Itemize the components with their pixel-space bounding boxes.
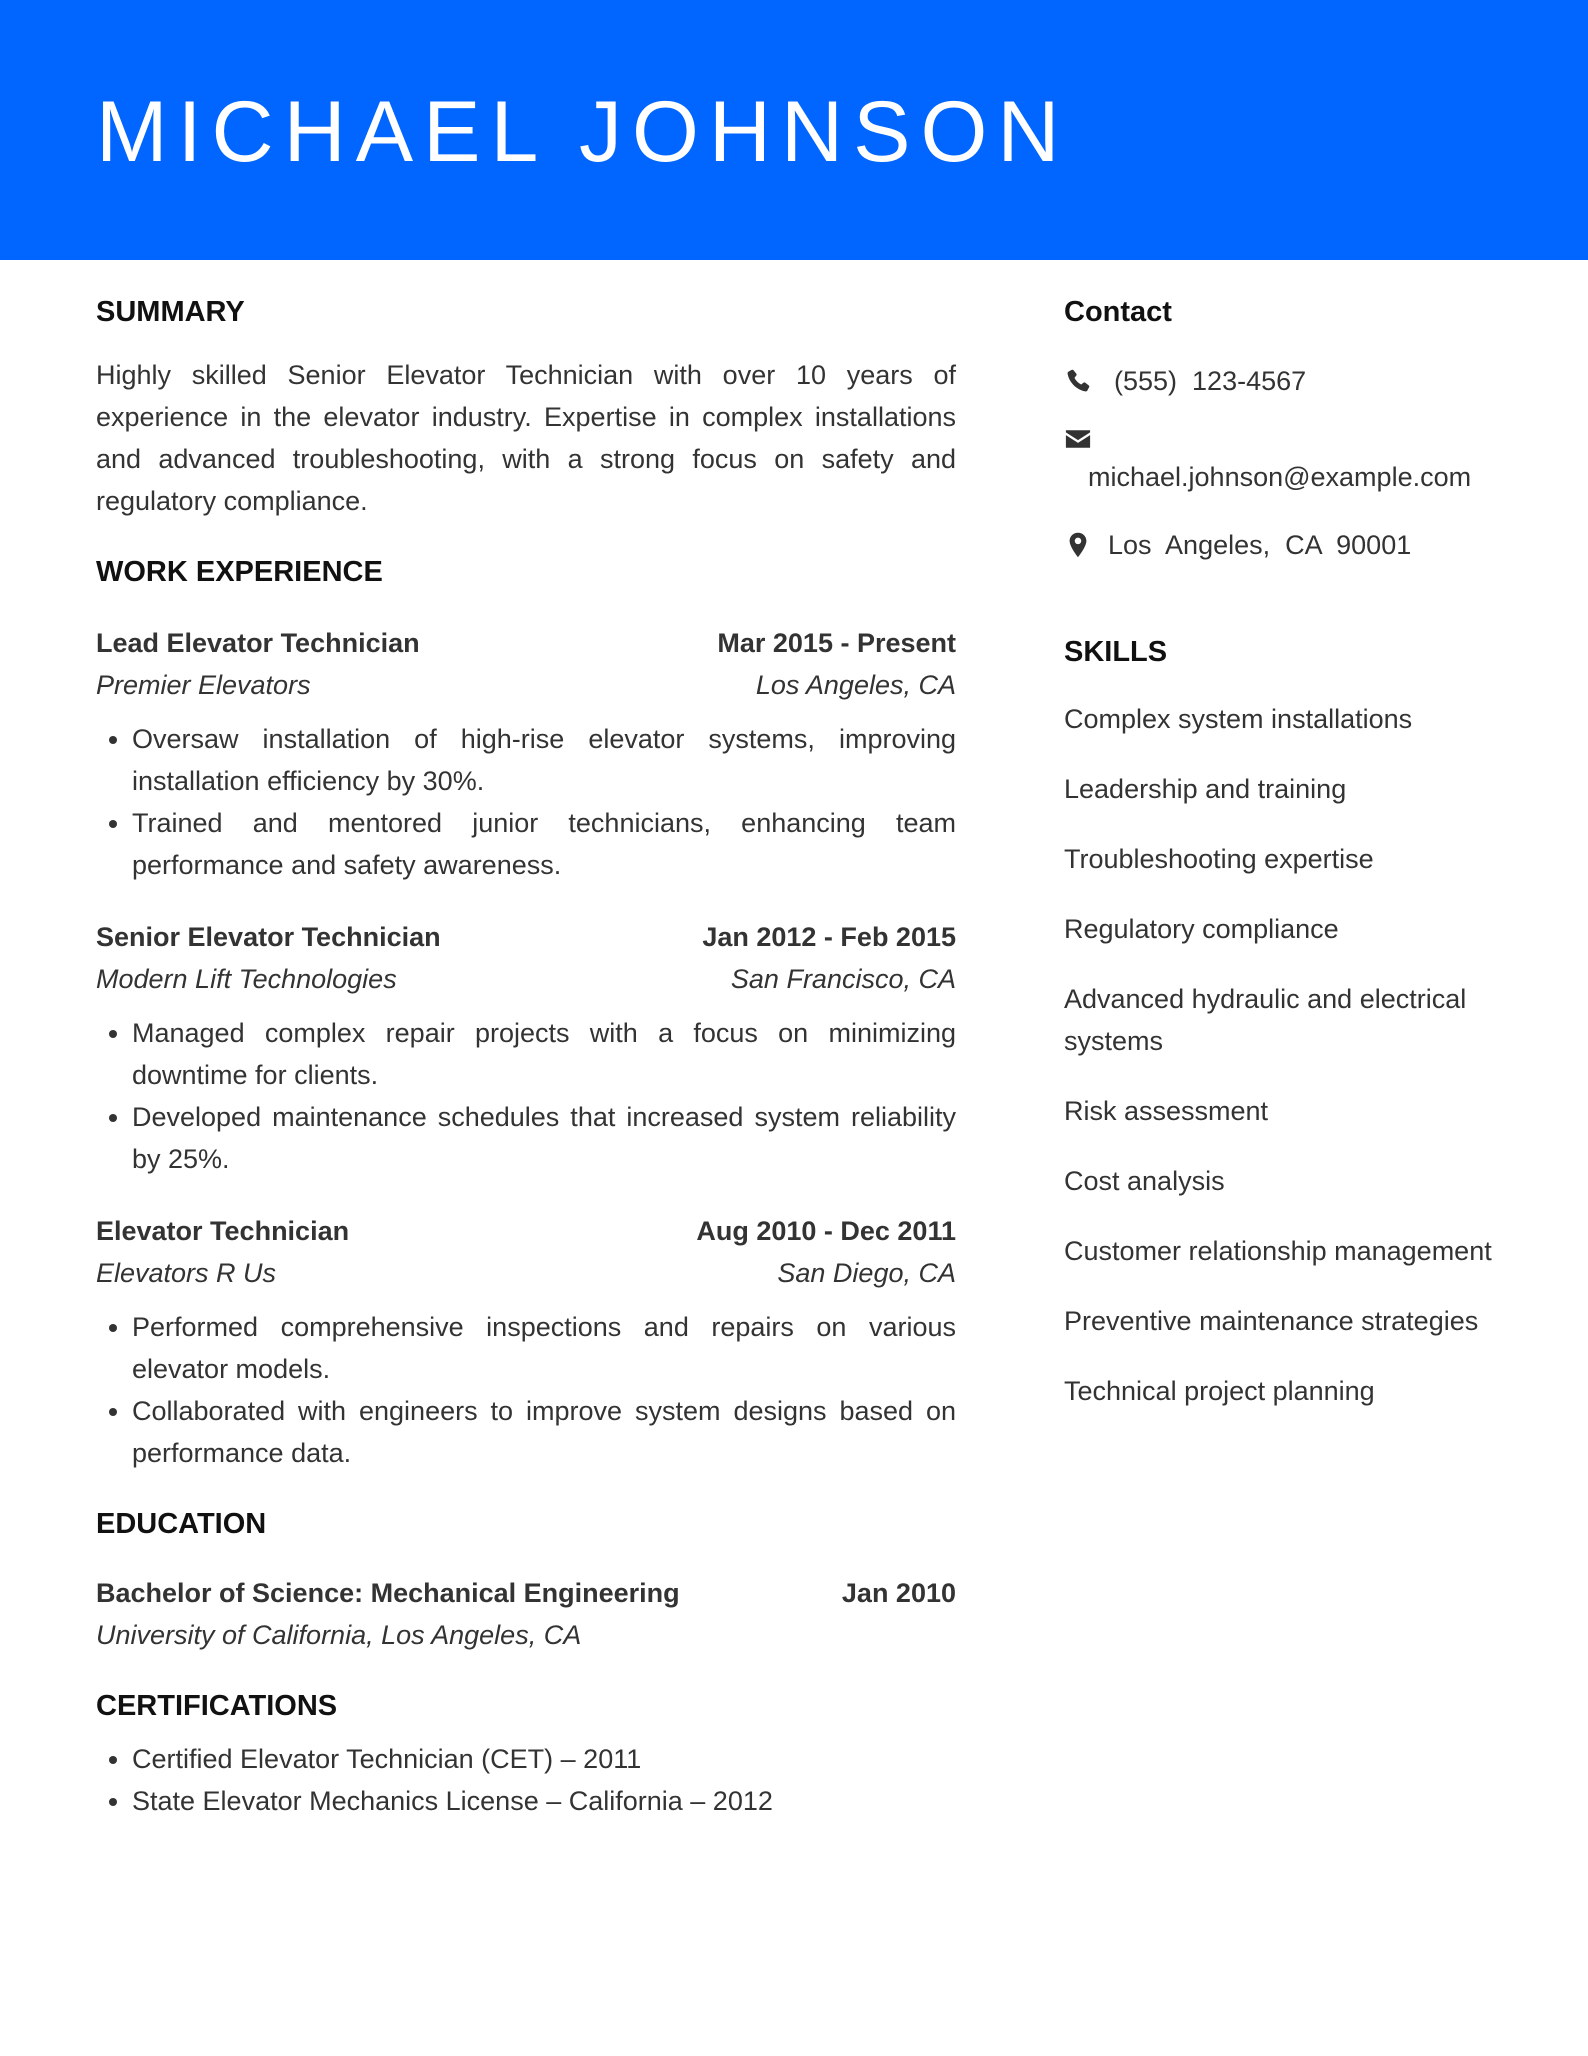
job-bullet: • Collaborated with engineers to improve system designs based on performance data. xyxy=(132,1390,956,1474)
job-title: Elevator Technician xyxy=(96,1216,350,1246)
skill-item: Cost analysis xyxy=(1064,1166,1225,1196)
certification-item: • State Elevator Mechanics License – California – 2012 xyxy=(132,1780,956,1822)
job-bullets xyxy=(96,1012,956,1180)
education-entry xyxy=(96,1572,956,1656)
skill-item: Troubleshooting expertise xyxy=(1064,844,1374,874)
skill-item: Regulatory compliance xyxy=(1064,914,1339,944)
job-entry xyxy=(96,1210,956,1474)
certification-item: • Certified Elevator Technician (CET) – 2011 xyxy=(132,1738,956,1780)
job-location: San Francisco, CA xyxy=(730,964,956,994)
degree: Bachelor of Science: Mechanical Engineering xyxy=(96,1578,680,1608)
job-company: Modern Lift Technologies xyxy=(96,964,397,994)
map-pin-icon xyxy=(1064,531,1092,559)
job-bullet: • Managed complex repair projects with a focus on minimizing downtime for clients. xyxy=(132,1012,956,1096)
summary-text: Highly skilled Senior Elevator Technician with over 10 years of experience in the elevator industry. Expertise in complex installations and advanced troubleshooting, with a strong focus on safety and regulatory compliance. xyxy=(96,360,956,516)
skill-item: Advanced hydraulic and electrical systems xyxy=(1064,984,1467,1056)
skill-item: Leadership and training xyxy=(1064,774,1347,804)
education-heading: EDUCATION xyxy=(96,1508,267,1540)
phone-icon xyxy=(1064,367,1092,395)
skill-item: Customer relationship management xyxy=(1064,1236,1492,1266)
certification-list xyxy=(96,1738,956,1822)
job-entry xyxy=(96,916,956,1180)
job-bullets xyxy=(96,1306,956,1474)
skill-item: Risk assessment xyxy=(1064,1096,1269,1126)
phone-number: (555) 123-4567 xyxy=(1114,366,1307,396)
job-location: San Diego, CA xyxy=(777,1258,956,1288)
contact-location xyxy=(1064,524,1504,566)
contact-phone xyxy=(1064,360,1504,402)
job-bullets xyxy=(96,718,956,886)
main-column xyxy=(96,292,956,1822)
job-bullet: • Oversaw installation of high-rise elevator systems, improving installation efficiency by 30%. xyxy=(132,718,956,802)
summary-heading: SUMMARY xyxy=(96,296,245,328)
skill-item: Preventive maintenance strategies xyxy=(1064,1306,1479,1336)
job-dates: Aug 2010 - Dec 2011 xyxy=(696,1216,956,1246)
skill-item: Complex system installations xyxy=(1064,704,1413,734)
header-banner xyxy=(0,0,1588,260)
job-dates: Mar 2015 - Present xyxy=(717,628,956,658)
email-address: michael.johnson@example.com xyxy=(1088,462,1472,492)
skill-item: Technical project planning xyxy=(1064,1376,1375,1406)
skills-list xyxy=(1064,698,1504,1412)
job-company: Premier Elevators xyxy=(96,670,311,700)
job-entry xyxy=(96,622,956,886)
sidebar-column xyxy=(1064,292,1504,1412)
job-company: Elevators R Us xyxy=(96,1258,277,1288)
graduation-date: Jan 2010 xyxy=(841,1578,956,1608)
envelope-icon xyxy=(1064,428,1092,450)
school: University of California, Los Angeles, CA xyxy=(96,1620,582,1650)
job-bullet: • Trained and mentored junior technicians, enhancing team performance and safety awareness. xyxy=(132,802,956,886)
location-text: Los Angeles, CA 90001 xyxy=(1108,530,1412,560)
skills-heading: SKILLS xyxy=(1064,636,1168,668)
job-title: Lead Elevator Technician xyxy=(96,628,420,658)
job-bullet: • Developed maintenance schedules that increased system reliability by 25%. xyxy=(132,1096,956,1180)
certifications-heading: CERTIFICATIONS xyxy=(96,1690,338,1722)
job-title: Senior Elevator Technician xyxy=(96,922,441,952)
candidate-name: MICHAEL JOHNSON xyxy=(96,84,1070,180)
contact-email xyxy=(1064,428,1504,498)
job-bullet: • Performed comprehensive inspections and repairs on various elevator models. xyxy=(132,1306,956,1390)
experience-heading: WORK EXPERIENCE xyxy=(96,556,383,588)
job-dates: Jan 2012 - Feb 2015 xyxy=(702,922,956,952)
contact-heading: Contact xyxy=(1064,296,1172,328)
job-location: Los Angeles, CA xyxy=(755,670,956,700)
